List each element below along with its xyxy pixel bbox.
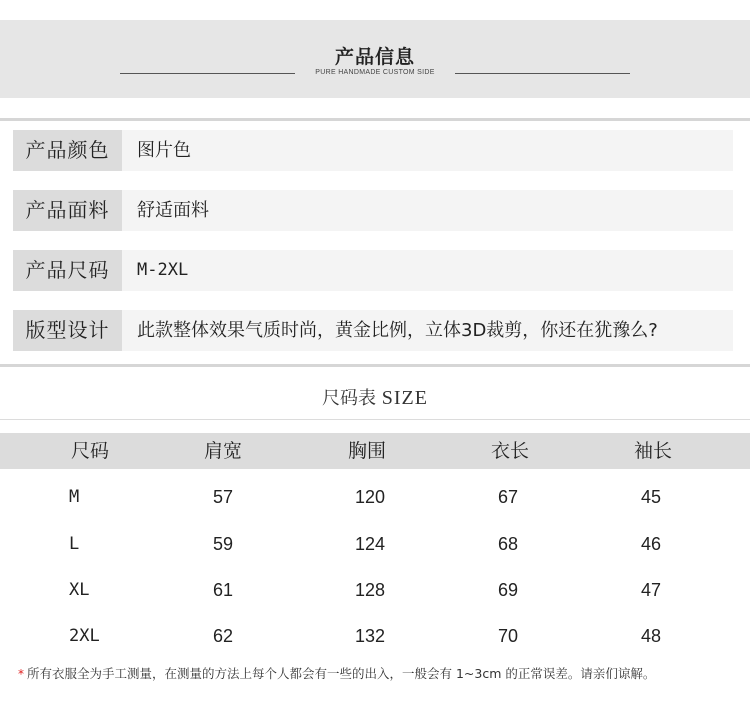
separator xyxy=(0,118,750,121)
size-table-title xyxy=(0,384,750,410)
section-subtitle-wrap xyxy=(120,69,630,79)
header-length: 衣长 xyxy=(490,440,529,462)
cell-length: 69 xyxy=(497,580,519,600)
header-chest: 胸围 xyxy=(347,440,386,462)
measurement-note xyxy=(18,664,738,684)
info-value: 舒适面料 xyxy=(137,200,209,221)
separator xyxy=(0,364,750,367)
cell-size: M xyxy=(69,487,80,507)
info-value: 此款整体效果气质时尚，黄金比例，立体3D裁剪，你还在犹豫么? xyxy=(137,320,658,341)
divider xyxy=(0,419,750,420)
table-row xyxy=(0,575,750,605)
info-label: 产品面料 xyxy=(13,190,122,231)
cell-chest: 132 xyxy=(354,626,386,646)
info-value: 图片色 xyxy=(137,140,191,161)
divider-left xyxy=(120,73,295,74)
info-label: 产品颜色 xyxy=(13,130,122,171)
section-header xyxy=(0,20,750,98)
table-row xyxy=(0,482,750,512)
cell-shoulder: 62 xyxy=(212,626,234,646)
info-row-color xyxy=(13,130,733,171)
table-row xyxy=(0,621,750,651)
info-label: 产品尺码 xyxy=(13,250,122,291)
cell-sleeve: 48 xyxy=(640,626,662,646)
section-subtitle: PURE HANDMADE CUSTOM SIDE xyxy=(315,69,435,76)
cell-length: 67 xyxy=(497,487,519,507)
cell-chest: 120 xyxy=(354,487,386,507)
note-text: 所有衣服全为手工测量，在测量的方法上每个人都会有一些的出入，一般会有 1~3cm 的正常误差。请亲们谅解。 xyxy=(27,666,656,681)
cell-size: L xyxy=(69,534,80,554)
cell-size: XL xyxy=(69,580,90,600)
cell-sleeve: 46 xyxy=(640,534,662,554)
cell-shoulder: 61 xyxy=(212,580,234,600)
info-row-size xyxy=(13,250,733,291)
header-shoulder: 肩宽 xyxy=(203,440,242,462)
cell-sleeve: 47 xyxy=(640,580,662,600)
size-title-cn: 尺码表 xyxy=(322,388,377,409)
cell-size: 2XL xyxy=(69,626,100,646)
cell-length: 70 xyxy=(497,626,519,646)
header-size: 尺码 xyxy=(70,440,109,462)
header-sleeve: 袖长 xyxy=(633,440,672,462)
info-label: 版型设计 xyxy=(13,310,122,351)
cell-length: 68 xyxy=(497,534,519,554)
table-row xyxy=(0,529,750,559)
info-row-fabric xyxy=(13,190,733,231)
cell-shoulder: 57 xyxy=(212,487,234,507)
size-table-header xyxy=(0,433,750,469)
cell-chest: 124 xyxy=(354,534,386,554)
cell-chest: 128 xyxy=(354,580,386,600)
section-title: 产品信息 xyxy=(334,46,415,68)
divider-right xyxy=(455,73,630,74)
info-row-design xyxy=(13,310,733,351)
size-title-en: SIZE xyxy=(381,387,428,409)
cell-shoulder: 59 xyxy=(212,534,234,554)
cell-sleeve: 45 xyxy=(640,487,662,507)
info-value: M-2XL xyxy=(137,260,189,280)
note-asterisk: * xyxy=(18,667,24,681)
